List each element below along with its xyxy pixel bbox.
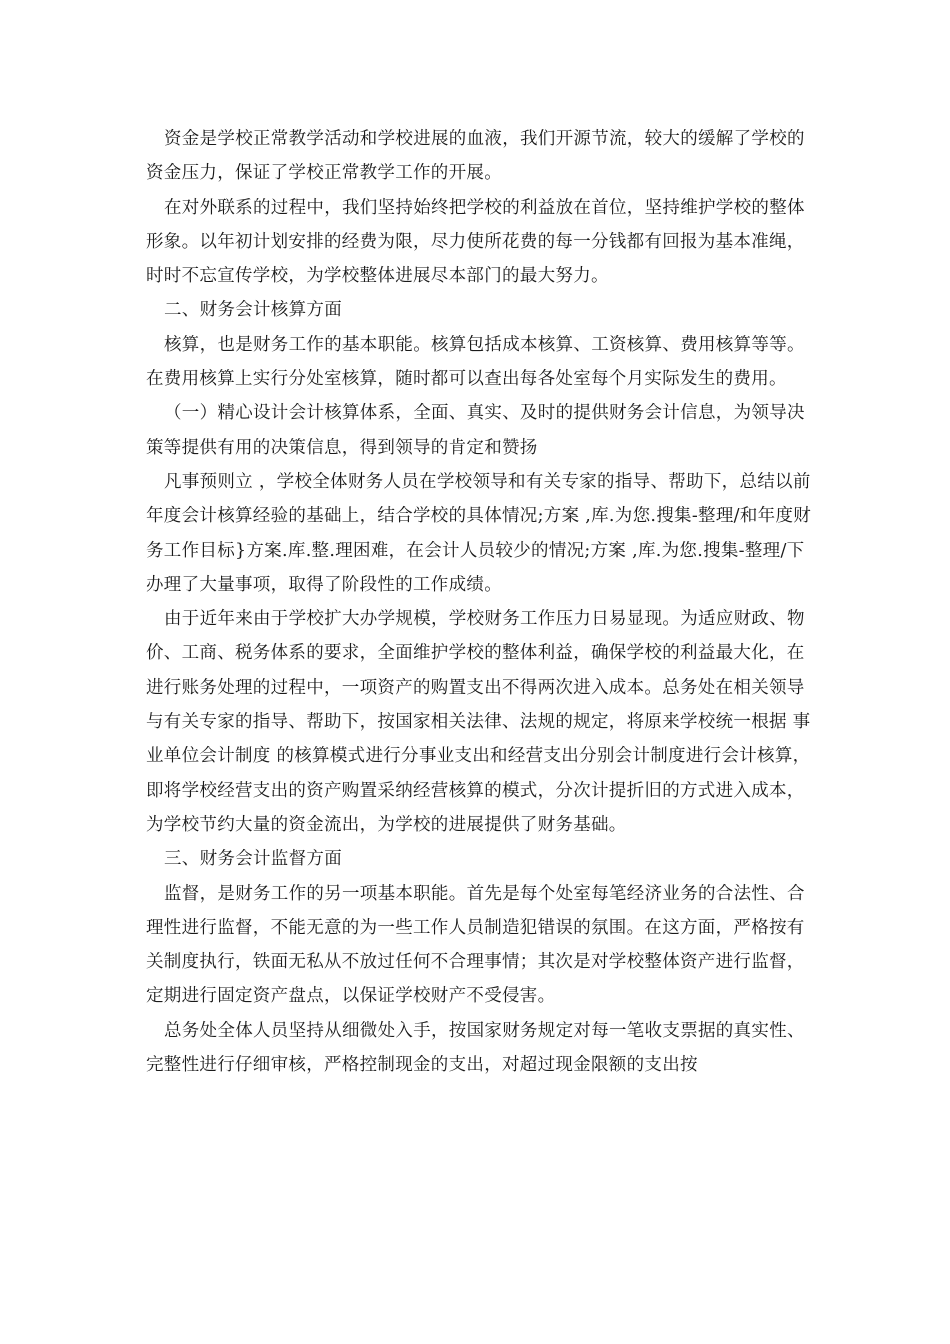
paragraph-funds: 资金是学校正常教学活动和学校进展的血液，我们开源节流，较大的缓解了学校的资金压力，保证了学校正常教学工作的开展。 [146, 129, 805, 184]
subheading-accounting-system: （一）精心设计会计核算体系，全面、真实、及时的提供财务会计信息，为领导决策等提供有用的决策信息，得到领导的肯定和赞扬 [146, 403, 805, 458]
document-body [146, 122, 814, 1082]
paragraph-external-relations: 在对外联系的过程中，我们坚持始终把学校的利益放在首位，坚持维护学校的整体形象。以年初计划安排的经费为限，尽力使所花费的每一分钱都有回报为基本准绳，时时不忘宣传学校，为学校整体进展尽本部门的最大努力。 [146, 197, 805, 287]
paragraph-preparation: 凡事预则立 ，学校全体财务人员在学校领导和有关专家的指导、帮助下，总结以前年度会计核算经验的基础上，结合学校的具体情况;方案 ,库.为您.搜集-整理/和年度财务工作目标}方案.库.整.理困难，在会计人员较少的情况;方案 ,库.为您.搜集-整理/下办理了大量事项，取得了阶段性的工作成绩。 [146, 471, 812, 595]
paragraph-accounting-intro: 核算，也是财务工作的基本职能。核算包括成本核算、工资核算、费用核算等等。在费用核算上实行分处室核算，随时都可以查出每各处室每个月实际发生的费用。 [146, 334, 805, 390]
section-heading-accounting: 二、财务会计核算方面 [164, 300, 342, 321]
paragraph-expansion: 由于近年来由于学校扩大办学规模，学校财务工作压力日易显现。为适应财政、物价、工商、税务体系的要求，全面维护学校的整体利益，确保学校的利益最大化，在进行账务处理的过程中，一项资产的购置支出不得两次进入成本。总务处在相关领导与有关专家的指导、帮助下，按国家相关法律、法规的规定，将原来学校统一根据 事业单位会计制度 的核算模式进行分事业支出和经营支出分别会计制度进行会计核算，即将学校经营支出的资产购置采纳经营核算的模式，分次计提折旧的方式进入成本，为学校节约大量的资金流出，为学校的进展提供了财务基础。 [146, 609, 811, 835]
section-heading-supervision: 三、财务会计监督方面 [164, 849, 342, 870]
paragraph-audit: 总务处全体人员坚持从细微处入手，按国家财务规定对每一笔收支票据的真实性、完整性进行仔细审核，严格控制现金的支出，对超过现金限额的支出按 [146, 1020, 805, 1076]
paragraph-supervision: 监督，是财务工作的另一项基本职能。首先是每个处室每笔经济业务的合法性、合理性进行监督，不能无意的为一些工作人员制造犯错误的氛围。在这方面，严格按有关制度执行，铁面无私从不放过任何不合理事情；其次是对学校整体资产进行监督，定期进行固定资产盘点，以保证学校财产不受侵害。 [146, 883, 805, 1007]
